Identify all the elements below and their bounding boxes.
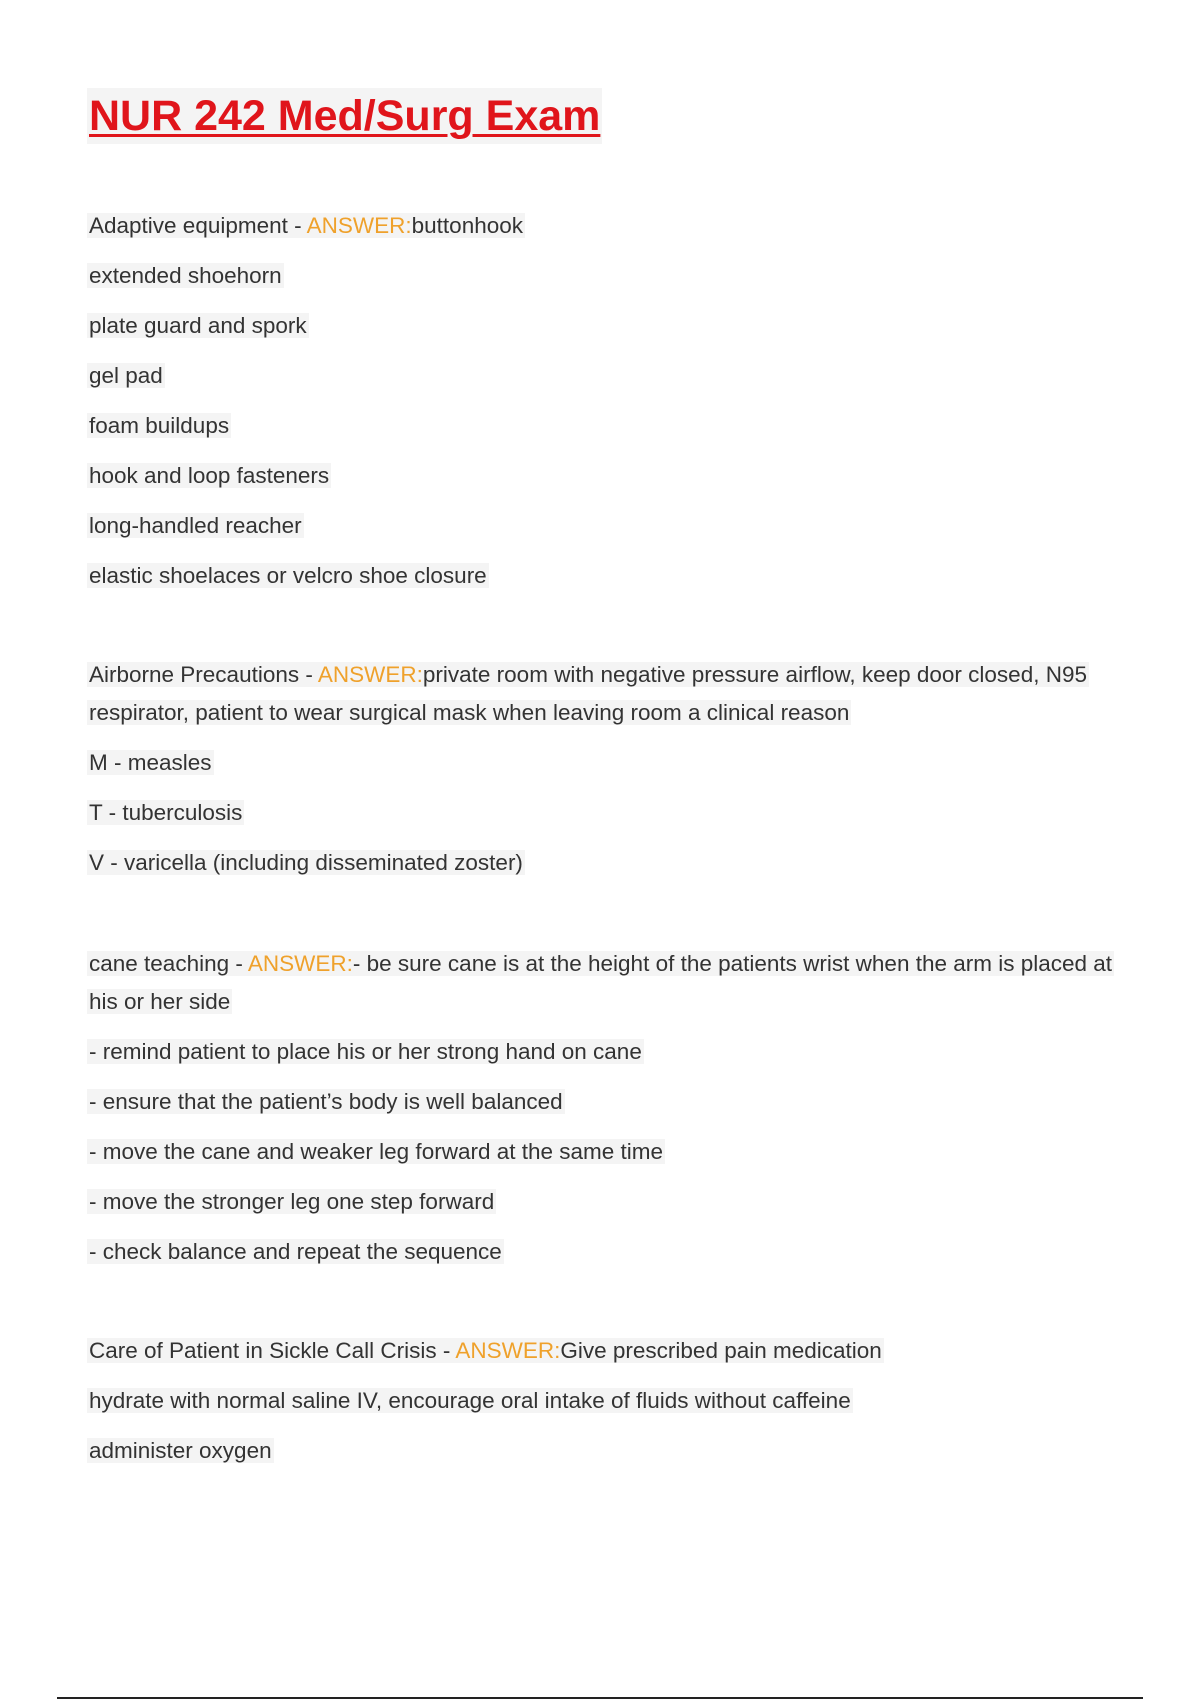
question-line	[87, 1332, 1117, 1370]
answer-line	[87, 457, 1117, 495]
answer-line	[87, 844, 1117, 882]
answer-line-text: V - varicella (including disseminated zoster)	[89, 850, 523, 875]
qa-section-sickle-cell-crisis	[87, 1332, 1117, 1482]
question-highlight	[87, 1338, 884, 1363]
question-term: Airborne Precautions -	[89, 662, 318, 687]
answer-line	[87, 1233, 1117, 1271]
answer-line	[87, 1183, 1117, 1221]
answer-line-text: plate guard and spork	[89, 313, 307, 338]
question-highlight	[87, 213, 525, 238]
answer-label: ANSWER:	[317, 662, 423, 687]
question-highlight	[87, 662, 1089, 725]
answer-line	[87, 1083, 1117, 1121]
answer-line-text: elastic shoelaces or velcro shoe closure	[89, 563, 487, 588]
answer-line	[87, 357, 1117, 395]
qa-section-adaptive-equipment	[87, 207, 1117, 607]
answer-line	[87, 744, 1117, 782]
answer-label: ANSWER:	[247, 951, 353, 976]
answer-text: buttonhook	[411, 213, 524, 238]
answer-text: - be sure cane is at the height of the patients wrist when the arm is placed at his or her side	[89, 951, 1113, 1014]
page-bottom-rule	[57, 1697, 1143, 1699]
answer-line	[87, 307, 1117, 345]
answer-line-text: hydrate with normal saline IV, encourage oral intake of fluids without caffeine	[89, 1388, 851, 1413]
page-title: NUR 242 Med/Surg Exam	[87, 88, 602, 144]
answer-text: Give prescribed pain medication	[560, 1338, 882, 1363]
answer-line	[87, 257, 1117, 295]
question-term: Care of Patient in Sickle Call Crisis -	[89, 1338, 456, 1363]
answer-line-text: foam buildups	[89, 413, 230, 438]
question-highlight	[87, 951, 1114, 1014]
answer-line-text: M - measles	[89, 750, 212, 775]
answer-line-text: - ensure that the patient’s body is well balanced	[89, 1089, 563, 1114]
answer-line	[87, 1033, 1117, 1071]
answer-line	[87, 407, 1117, 445]
answer-line	[87, 1133, 1117, 1171]
answer-line-text: T - tuberculosis	[89, 800, 243, 825]
answer-line-text: - move the stronger leg one step forward	[89, 1189, 495, 1214]
answer-text: private room with negative pressure airflow, keep door closed, N95 respirator, patient to wear surgical mask when leaving room a clinical reason	[89, 662, 1087, 725]
question-term: Adaptive equipment -	[89, 213, 307, 238]
question-line	[87, 656, 1117, 732]
answer-line	[87, 1382, 1117, 1420]
answer-label: ANSWER:	[455, 1338, 561, 1363]
answer-line-text: - move the cane and weaker leg forward at the same time	[89, 1139, 664, 1164]
answer-line-text: extended shoehorn	[89, 263, 282, 288]
answer-line	[87, 557, 1117, 595]
answer-line-text: - remind patient to place his or her strong hand on cane	[89, 1039, 642, 1064]
answer-line-text: long-handled reacher	[89, 513, 302, 538]
question-term: cane teaching -	[89, 951, 248, 976]
answer-line-text: administer oxygen	[89, 1438, 272, 1463]
answer-line	[87, 1432, 1117, 1470]
answer-line-text: hook and loop fasteners	[89, 463, 330, 488]
answer-line-text: - check balance and repeat the sequence	[89, 1239, 502, 1264]
qa-section-airborne-precautions	[87, 656, 1117, 894]
qa-section-cane-teaching	[87, 945, 1117, 1283]
answer-line	[87, 794, 1117, 832]
answer-line-text: gel pad	[89, 363, 163, 388]
question-line	[87, 207, 1117, 245]
answer-line	[87, 507, 1117, 545]
question-line	[87, 945, 1117, 1021]
answer-label: ANSWER:	[306, 213, 412, 238]
